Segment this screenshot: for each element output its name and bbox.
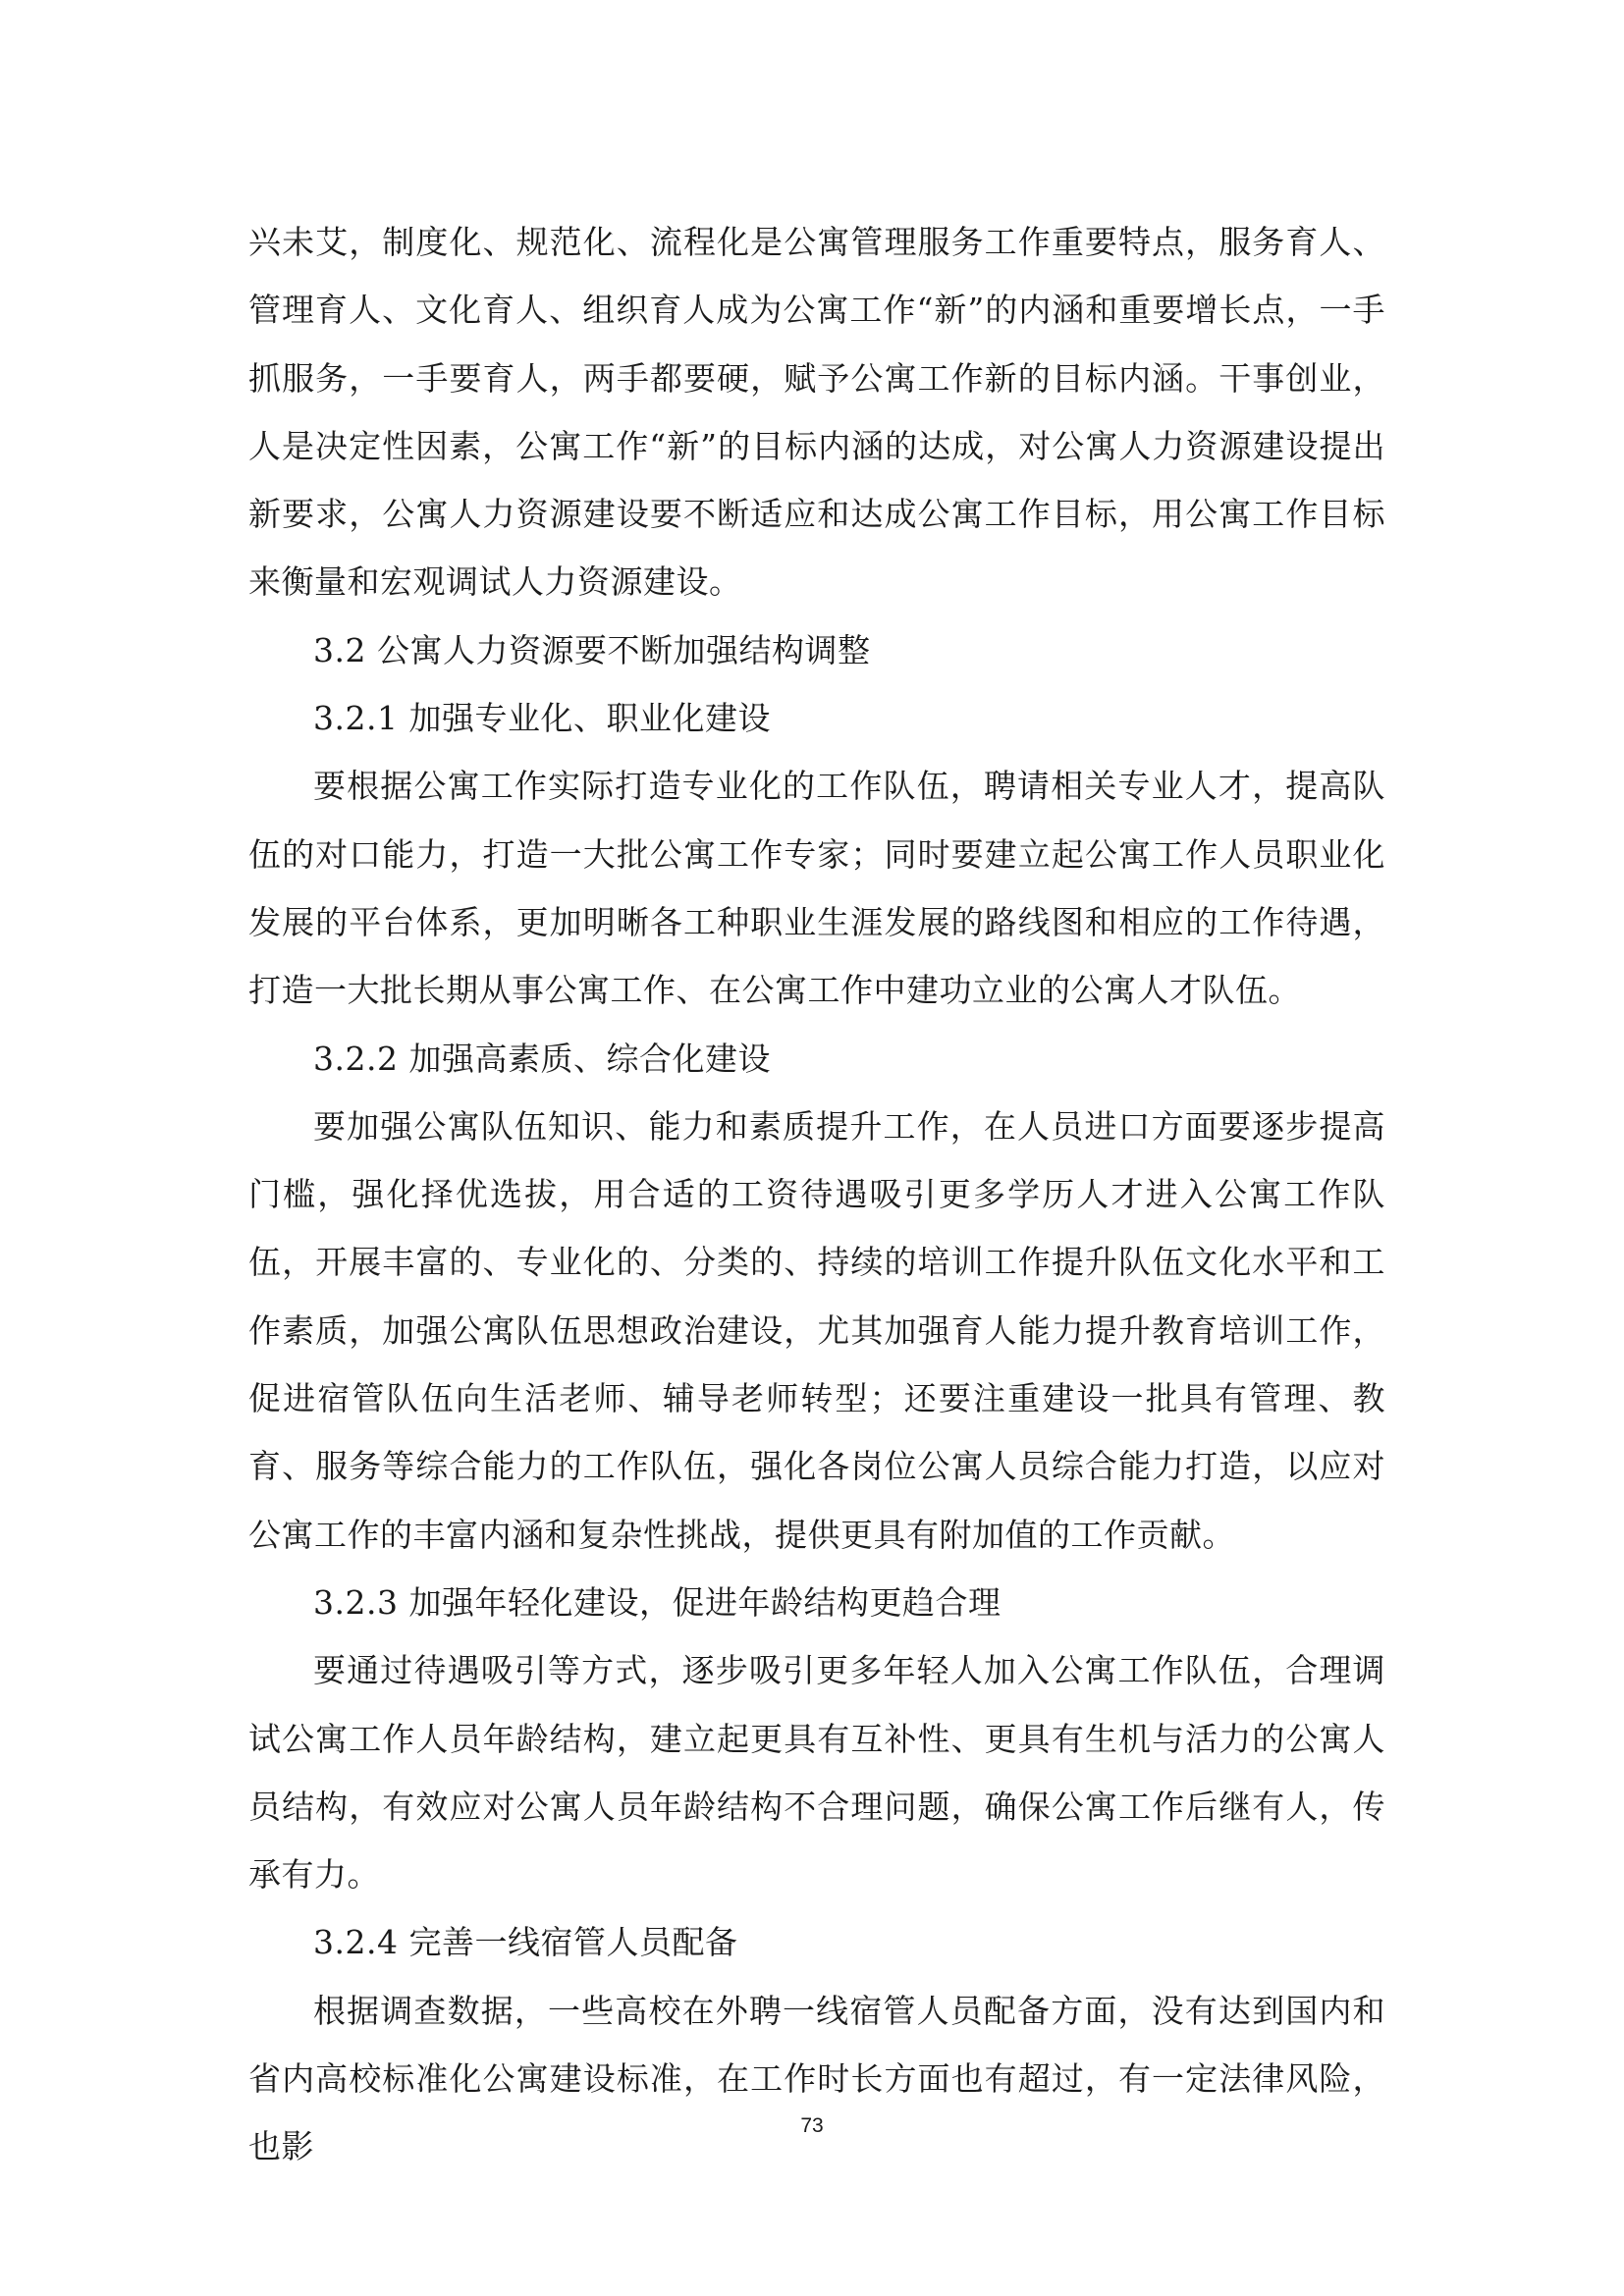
paragraph-professionalization: 要根据公寓工作实际打造专业化的工作队伍，聘请相关专业人才，提高队伍的对口能力，打造一大批公寓工作专家；同时要建立起公寓工作人员职业化发展的平台体系，更加明晰各工种职业生涯发展的路线图和相应的工作待遇，打造一大批长期从事公寓工作、在公寓工作中建功立业的公寓人才队伍。 — [248, 767, 1385, 1010]
section-heading-3-2: 3.2 公寓人力资源要不断加强结构调整 — [313, 630, 871, 669]
page-number: 73 — [800, 2114, 824, 2137]
subsection-heading-3-2-3: 3.2.3 加强年轻化建设，促进年龄结构更趋合理 — [313, 1582, 1001, 1622]
paragraph-youth-building: 要通过待遇吸引等方式，逐步吸引更多年轻人加入公寓工作队伍，合理调试公寓工作人员年龄结构，建立起更具有互补性、更具有生机与活力的公寓人员结构，有效应对公寓人员年龄结构不合理问题，确保公寓工作后继有人，传承有力。 — [248, 1651, 1385, 1895]
subsection-heading-3-2-4: 3.2.4 完善一线宿管人员配备 — [313, 1923, 738, 1962]
page-body — [248, 208, 1385, 2181]
paragraph-continued: 兴未艾，制度化、规范化、流程化是公寓管理服务工作重要特点，服务育人、管理育人、文化育人、组织育人成为公寓工作“新”的内涵和重要增长点，一手抓服务，一手要育人，两手都要硬，赋予公寓工作新的目标内涵。干事创业，人是决定性因素，公寓工作“新”的目标内涵的达成，对公寓人力资源建设提出新要求，公寓人力资源建设要不断适应和达成公寓工作目标，用公寓工作目标来衡量和宏观调试人力资源建设。 — [248, 223, 1385, 602]
paragraph-quality-building: 要加强公寓队伍知识、能力和素质提升工作，在人员进口方面要逐步提高门槛，强化择优选拔，用合适的工资待遇吸引更多学历人才进入公寓工作队伍，开展丰富的、专业化的、分类的、持续的培训工作提升队伍文化水平和工作素质，加强公寓队伍思想政治建设，尤其加强育人能力提升教育培训工作，促进宿管队伍向生活老师、辅导老师转型；还要注重建设一批具有管理、教育、服务等综合能力的工作队伍，强化各岗位公寓人员综合能力打造，以应对公寓工作的丰富内涵和复杂性挑战，提供更具有附加值的工作贡献。 — [248, 1106, 1385, 1554]
subsection-heading-3-2-1: 3.2.1 加强专业化、职业化建设 — [313, 699, 771, 738]
paragraph-staffing: 根据调查数据，一些高校在外聘一线宿管人员配备方面，没有达到国内和省内高校标准化公寓建设标准，在工作时长方面也有超过，有一定法律风险，也影 — [248, 1991, 1385, 2166]
subsection-heading-3-2-2: 3.2.2 加强高素质、综合化建设 — [313, 1039, 771, 1078]
